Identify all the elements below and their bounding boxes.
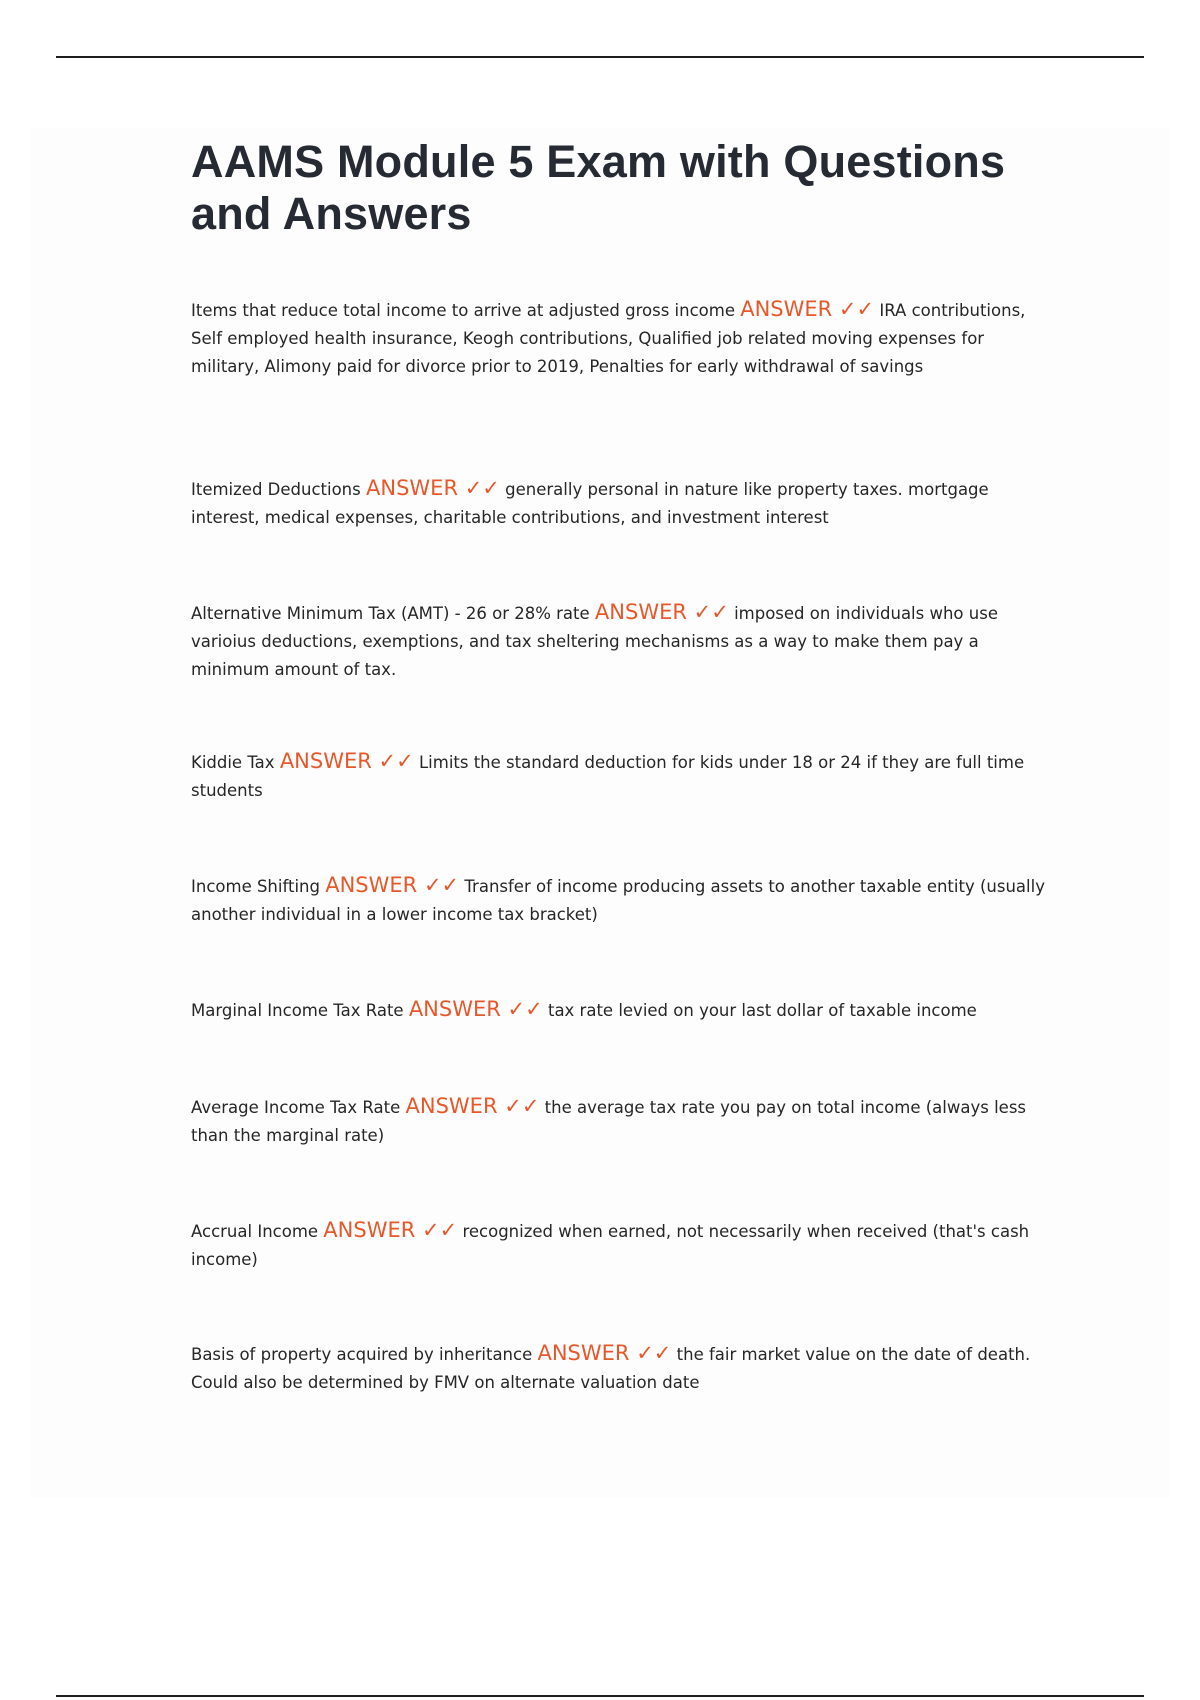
qa-item <box>191 295 1051 381</box>
answer-marker: ANSWER ✓✓ <box>594 600 729 624</box>
qa-item <box>191 474 1051 532</box>
bottom-rule <box>56 1695 1144 1697</box>
answer-text: the fair market value on the date of death. Could also be determined by FMV on alternate valuation date <box>191 1345 1031 1392</box>
question-text: Items that reduce total income to arrive at adjusted gross income <box>191 301 735 320</box>
question-text: Income Shifting <box>191 877 320 896</box>
question-text: Kiddie Tax <box>191 753 275 772</box>
answer-marker: ANSWER ✓✓ <box>537 1341 672 1365</box>
answer-text: imposed on individuals who use varioius deductions, exemptions, and tax sheltering mechanisms as a way to make them pay a minimum amount of tax. <box>191 604 998 679</box>
qa-item <box>191 747 1051 805</box>
answer-text: IRA contributions, Self employed health insurance, Keogh contributions, Qualified job related moving expenses for military, Alimony paid for divorce prior to 2019, Penalties for early withdrawal of savings <box>191 301 1026 376</box>
qa-item <box>191 995 1051 1025</box>
question-text: Marginal Income Tax Rate <box>191 1001 404 1020</box>
answer-text: tax rate levied on your last dollar of taxable income <box>547 1001 977 1020</box>
qa-item <box>191 1092 1051 1150</box>
top-rule <box>56 56 1144 58</box>
qa-item <box>191 598 1051 684</box>
answer-marker: ANSWER ✓✓ <box>323 1218 458 1242</box>
answer-marker: ANSWER ✓✓ <box>325 873 460 897</box>
document-title: AAMS Module 5 Exam with Questions and Answers <box>191 136 1006 239</box>
answer-marker: ANSWER ✓✓ <box>740 297 875 321</box>
question-text: Basis of property acquired by inheritance <box>191 1345 533 1364</box>
answer-marker: ANSWER ✓✓ <box>408 997 543 1021</box>
question-text: Alternative Minimum Tax (AMT) - 26 or 28% rate <box>191 604 590 623</box>
answer-marker: ANSWER ✓✓ <box>279 749 414 773</box>
question-text: Accrual Income <box>191 1222 319 1241</box>
question-text: Average Income Tax Rate <box>191 1098 401 1117</box>
qa-item <box>191 871 1051 929</box>
answer-text: Transfer of income producing assets to another taxable entity (usually another individual in a lower income tax bracket) <box>191 877 1045 924</box>
answer-text: Limits the standard deduction for kids under 18 or 24 if they are full time students <box>191 753 1025 800</box>
question-text: Itemized Deductions <box>191 480 361 499</box>
answer-marker: ANSWER ✓✓ <box>366 476 500 500</box>
answer-marker: ANSWER ✓✓ <box>405 1094 540 1118</box>
qa-item <box>191 1216 1051 1274</box>
answer-text: generally personal in nature like property taxes. mortgage interest, medical expenses, charitable contributions, and investment interest <box>191 480 989 527</box>
qa-item <box>191 1339 1051 1397</box>
answer-text: the average tax rate you pay on total income (always less than the marginal rate) <box>191 1098 1027 1145</box>
answer-text: recognized when earned, not necessarily when received (that's cash income) <box>191 1222 1030 1269</box>
